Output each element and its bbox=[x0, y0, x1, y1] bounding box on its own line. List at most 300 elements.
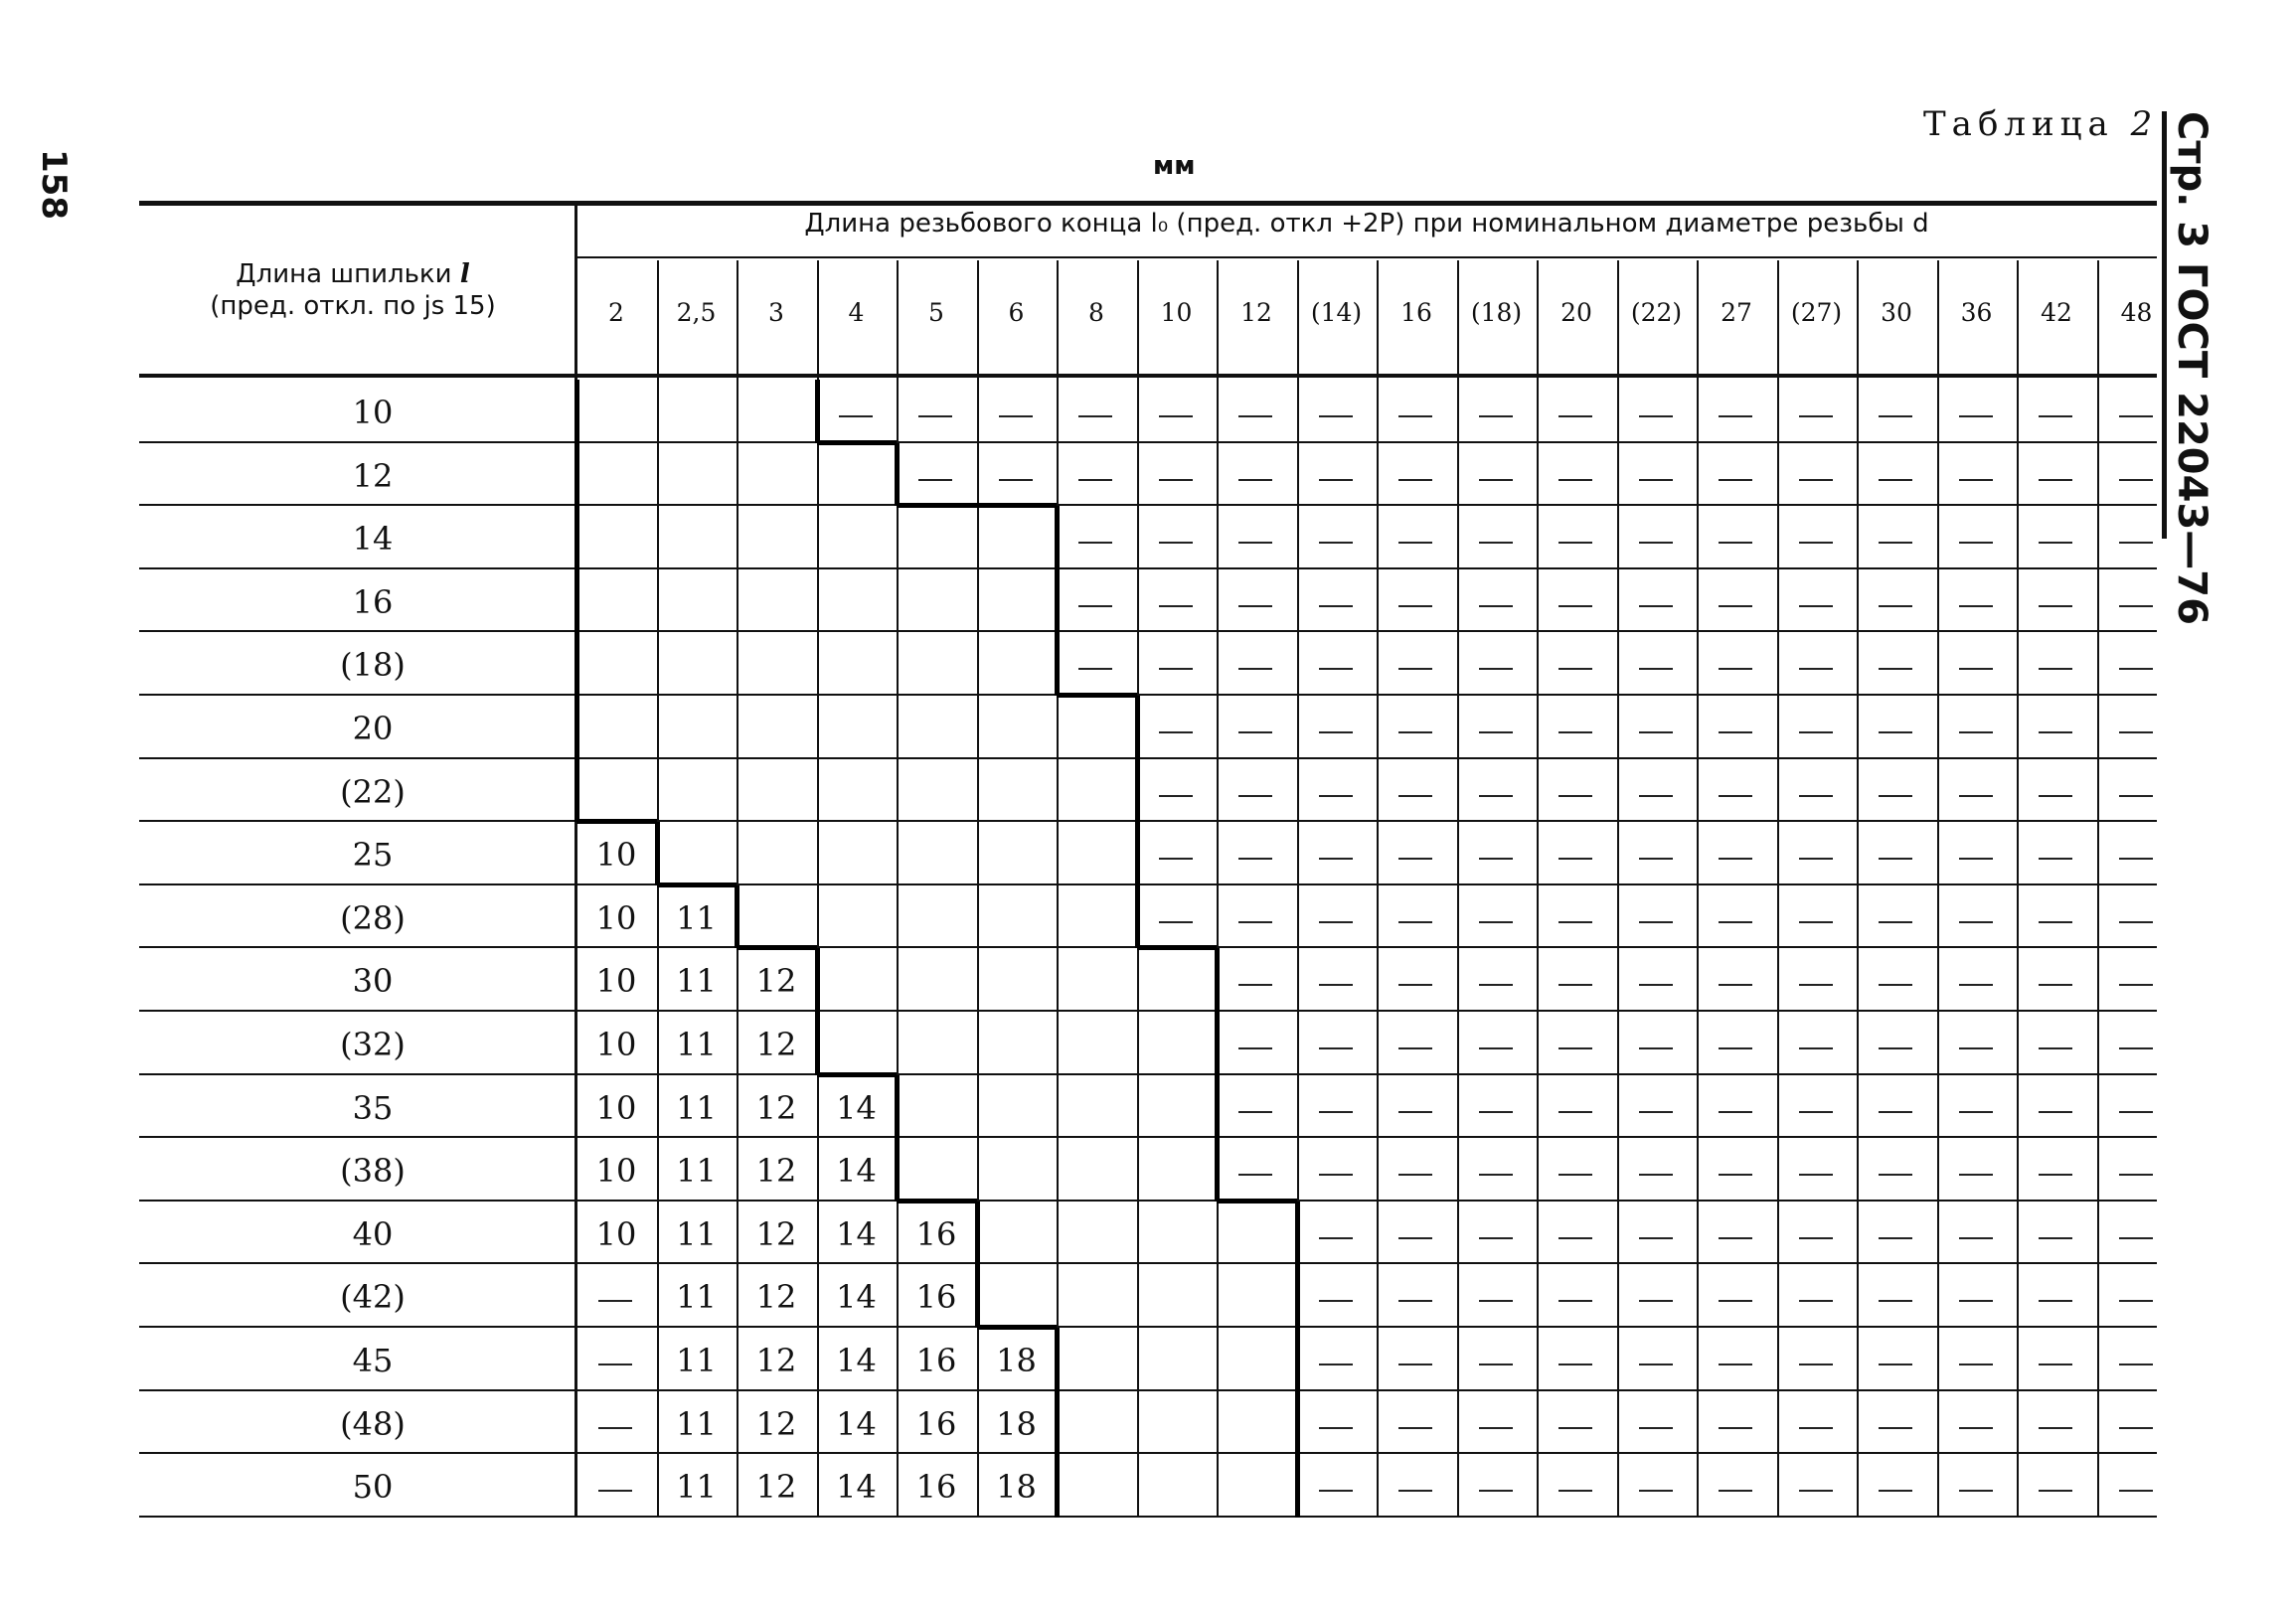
empty-dash bbox=[1558, 1300, 1592, 1302]
empty-dash bbox=[1959, 858, 1993, 860]
diameter-header: 8 bbox=[1088, 298, 1104, 327]
diameter-header: 6 bbox=[1008, 298, 1025, 327]
empty-dash bbox=[1398, 858, 1432, 860]
table-title bbox=[1923, 104, 2158, 144]
empty-dash bbox=[598, 1427, 632, 1429]
diameter-header: 10 bbox=[1160, 298, 1193, 327]
empty-dash bbox=[1639, 415, 1673, 417]
empty-dash bbox=[1398, 731, 1432, 733]
table-top-rule bbox=[139, 201, 2157, 206]
empty-dash bbox=[1398, 668, 1432, 670]
diameter-header: 20 bbox=[1560, 298, 1592, 327]
empty-dash bbox=[2119, 479, 2153, 481]
empty-dash bbox=[1319, 1490, 1353, 1492]
empty-dash bbox=[1558, 731, 1592, 733]
empty-dash bbox=[1398, 1300, 1432, 1302]
empty-dash bbox=[999, 479, 1033, 481]
empty-dash bbox=[1558, 1490, 1592, 1492]
empty-dash bbox=[1719, 731, 1752, 733]
empty-dash bbox=[1959, 668, 1993, 670]
empty-dash bbox=[1799, 1111, 1833, 1113]
empty-dash bbox=[2039, 1237, 2072, 1239]
empty-dash bbox=[1558, 668, 1592, 670]
empty-dash bbox=[2039, 479, 2072, 481]
units-label: мм bbox=[1153, 151, 1196, 181]
diameter-header: (14) bbox=[1310, 298, 1363, 327]
empty-dash bbox=[2119, 795, 2153, 797]
empty-dash bbox=[2039, 1174, 2072, 1176]
empty-dash bbox=[1238, 415, 1272, 417]
empty-dash bbox=[1719, 1364, 1752, 1365]
row-length-label: (32) bbox=[340, 1026, 406, 1063]
empty-dash bbox=[1879, 795, 1912, 797]
table-header-bottom-rule bbox=[139, 374, 2157, 378]
empty-dash bbox=[2039, 542, 2072, 544]
empty-dash bbox=[1558, 1427, 1592, 1429]
value-cell: 12 bbox=[755, 1026, 797, 1063]
empty-dash bbox=[1479, 1300, 1513, 1302]
row-length-label: 16 bbox=[352, 582, 394, 621]
empty-dash bbox=[1879, 1427, 1912, 1429]
row-rule bbox=[139, 1262, 2157, 1264]
row-length-label: (28) bbox=[340, 898, 406, 937]
empty-dash bbox=[1639, 858, 1673, 860]
boundary-line bbox=[977, 1325, 1058, 1330]
empty-dash bbox=[1799, 731, 1833, 733]
table-title-word: Таблица bbox=[1923, 104, 2114, 144]
column-divider bbox=[2017, 260, 2019, 1518]
row-length-label: (38) bbox=[340, 1152, 406, 1191]
empty-dash bbox=[918, 479, 952, 481]
empty-dash bbox=[1959, 1427, 1993, 1429]
empty-dash bbox=[1959, 542, 1993, 544]
empty-dash bbox=[2119, 1490, 2153, 1492]
value-cell: 11 bbox=[676, 1214, 717, 1253]
empty-dash bbox=[1639, 1237, 1673, 1239]
empty-dash bbox=[1319, 1300, 1353, 1302]
boundary-line bbox=[897, 503, 1057, 508]
empty-dash bbox=[1639, 1364, 1673, 1365]
empty-dash bbox=[1959, 1364, 1993, 1365]
empty-dash bbox=[1799, 858, 1833, 860]
empty-dash bbox=[1398, 1111, 1432, 1113]
empty-dash bbox=[1479, 668, 1513, 670]
empty-dash bbox=[1159, 479, 1193, 481]
empty-dash bbox=[2039, 1300, 2072, 1302]
boundary-line bbox=[735, 885, 739, 949]
empty-dash bbox=[1238, 1111, 1272, 1113]
empty-dash bbox=[1558, 1237, 1592, 1239]
empty-dash bbox=[1479, 415, 1513, 417]
empty-dash bbox=[1479, 1237, 1513, 1239]
value-cell: 14 bbox=[836, 1152, 877, 1191]
empty-dash bbox=[1319, 542, 1353, 544]
empty-dash bbox=[1639, 605, 1673, 607]
empty-dash bbox=[1558, 415, 1592, 417]
diameter-header: (27) bbox=[1790, 298, 1843, 327]
empty-dash bbox=[1319, 795, 1353, 797]
empty-dash bbox=[2039, 605, 2072, 607]
value-cell: 11 bbox=[676, 1026, 717, 1063]
empty-dash bbox=[1879, 415, 1912, 417]
empty-dash bbox=[1719, 1174, 1752, 1176]
value-cell: 10 bbox=[595, 962, 637, 1001]
value-cell: 12 bbox=[755, 1088, 797, 1127]
empty-dash bbox=[1398, 415, 1432, 417]
boundary-line bbox=[817, 1072, 898, 1077]
empty-dash bbox=[2039, 668, 2072, 670]
empty-dash bbox=[1398, 921, 1432, 923]
empty-dash bbox=[1319, 921, 1353, 923]
row-rule bbox=[139, 1010, 2157, 1012]
empty-dash bbox=[2039, 1364, 2072, 1365]
empty-dash bbox=[1159, 668, 1193, 670]
empty-dash bbox=[1719, 605, 1752, 607]
diameter-header: 27 bbox=[1721, 298, 1752, 327]
row-length-label: (42) bbox=[340, 1278, 406, 1317]
empty-dash bbox=[1799, 668, 1833, 670]
empty-dash bbox=[1959, 1300, 1993, 1302]
empty-dash bbox=[1799, 1490, 1833, 1492]
empty-dash bbox=[1078, 479, 1112, 481]
diameter-header: (18) bbox=[1470, 298, 1523, 327]
empty-dash bbox=[1319, 1237, 1353, 1239]
empty-dash bbox=[1159, 921, 1193, 923]
empty-dash bbox=[1238, 1047, 1272, 1049]
empty-dash bbox=[1159, 415, 1193, 417]
empty-dash bbox=[1159, 795, 1193, 797]
empty-dash bbox=[1238, 605, 1272, 607]
empty-dash bbox=[1319, 1364, 1353, 1365]
empty-dash bbox=[1558, 1047, 1592, 1049]
empty-dash bbox=[1639, 668, 1673, 670]
empty-dash bbox=[1398, 984, 1432, 986]
column-divider bbox=[1457, 260, 1459, 1518]
row-rule bbox=[139, 1452, 2157, 1454]
row-length-label: (22) bbox=[340, 772, 406, 811]
empty-dash bbox=[1879, 1174, 1912, 1176]
empty-dash bbox=[1398, 1237, 1432, 1239]
row-length-label: 45 bbox=[352, 1342, 394, 1379]
empty-dash bbox=[1879, 1237, 1912, 1239]
column-divider bbox=[1617, 260, 1619, 1518]
empty-dash bbox=[1879, 731, 1912, 733]
empty-dash bbox=[1959, 1047, 1993, 1049]
row-rule bbox=[139, 694, 2157, 696]
empty-dash bbox=[1639, 1047, 1673, 1049]
empty-dash bbox=[1719, 795, 1752, 797]
empty-dash bbox=[1719, 479, 1752, 481]
empty-dash bbox=[1558, 605, 1592, 607]
diameter-header: 4 bbox=[848, 298, 865, 327]
empty-dash bbox=[1398, 795, 1432, 797]
column-divider bbox=[2097, 260, 2099, 1518]
value-cell: 12 bbox=[755, 1468, 797, 1507]
row-rule bbox=[139, 1073, 2157, 1075]
side-header-text: Стр. 3 ГОСТ 22043—76 bbox=[2169, 111, 2214, 625]
column-divider bbox=[657, 260, 659, 1518]
value-cell: 16 bbox=[915, 1278, 957, 1317]
boundary-line bbox=[655, 822, 660, 885]
empty-dash bbox=[1078, 668, 1112, 670]
value-cell: 10 bbox=[595, 836, 637, 875]
empty-dash bbox=[1799, 605, 1833, 607]
empty-dash bbox=[1879, 542, 1912, 544]
diameter-header: 2,5 bbox=[676, 298, 717, 327]
boundary-line bbox=[657, 883, 738, 887]
row-rule bbox=[139, 757, 2157, 759]
span-header-rule bbox=[576, 256, 2157, 258]
empty-dash bbox=[1238, 479, 1272, 481]
diameter-header: 16 bbox=[1400, 298, 1432, 327]
empty-dash bbox=[1879, 1047, 1912, 1049]
empty-dash bbox=[1479, 984, 1513, 986]
value-cell: 16 bbox=[915, 1404, 957, 1443]
empty-dash bbox=[1719, 668, 1752, 670]
empty-dash bbox=[1719, 984, 1752, 986]
boundary-line bbox=[897, 1199, 977, 1204]
table-title-number: 2 bbox=[2130, 104, 2159, 144]
empty-dash bbox=[1959, 984, 1993, 986]
empty-dash bbox=[2039, 731, 2072, 733]
value-cell: 10 bbox=[595, 1088, 637, 1127]
boundary-line bbox=[975, 1202, 980, 1328]
diameter-header: 5 bbox=[928, 298, 944, 327]
empty-dash bbox=[2119, 542, 2153, 544]
empty-dash bbox=[2119, 1300, 2153, 1302]
span-header: Длина резьбового конца l₀ (пред. откл +2P) при номинальном диаметре резьбы d bbox=[804, 209, 1929, 239]
empty-dash bbox=[1639, 921, 1673, 923]
empty-dash bbox=[1479, 1111, 1513, 1113]
empty-dash bbox=[1159, 605, 1193, 607]
value-cell: 14 bbox=[836, 1342, 877, 1379]
value-cell: 12 bbox=[755, 962, 797, 1001]
value-cell: 12 bbox=[755, 1342, 797, 1379]
empty-dash bbox=[2119, 1047, 2153, 1049]
value-cell: 18 bbox=[996, 1404, 1037, 1443]
empty-dash bbox=[2119, 1427, 2153, 1429]
empty-dash bbox=[1879, 1111, 1912, 1113]
empty-dash bbox=[1319, 1047, 1353, 1049]
value-cell: 16 bbox=[915, 1214, 957, 1253]
empty-dash bbox=[1159, 542, 1193, 544]
value-cell: 10 bbox=[595, 898, 637, 937]
empty-dash bbox=[839, 415, 873, 417]
value-cell: 10 bbox=[595, 1152, 637, 1191]
page-number: 158 bbox=[34, 149, 74, 220]
row-header-variable: l bbox=[459, 259, 470, 289]
empty-dash bbox=[1398, 1047, 1432, 1049]
empty-dash bbox=[1558, 795, 1592, 797]
boundary-line bbox=[815, 948, 820, 1074]
empty-dash bbox=[1078, 605, 1112, 607]
empty-dash bbox=[2039, 858, 2072, 860]
row-rule bbox=[139, 1389, 2157, 1391]
empty-dash bbox=[2039, 1490, 2072, 1492]
empty-dash bbox=[1639, 984, 1673, 986]
empty-dash bbox=[1799, 1364, 1833, 1365]
value-cell: 12 bbox=[755, 1278, 797, 1317]
value-cell: 14 bbox=[836, 1214, 877, 1253]
row-rule bbox=[139, 1136, 2157, 1138]
empty-dash bbox=[1398, 605, 1432, 607]
boundary-line bbox=[1215, 948, 1220, 1201]
row-rule bbox=[139, 441, 2157, 443]
empty-dash bbox=[1719, 921, 1752, 923]
empty-dash bbox=[1879, 858, 1912, 860]
empty-dash bbox=[1319, 984, 1353, 986]
empty-dash bbox=[1159, 858, 1193, 860]
empty-dash bbox=[1078, 415, 1112, 417]
empty-dash bbox=[1799, 1237, 1833, 1239]
row-rule bbox=[139, 504, 2157, 506]
row-rule bbox=[139, 820, 2157, 822]
empty-dash bbox=[1479, 1364, 1513, 1365]
empty-dash bbox=[2119, 1364, 2153, 1365]
empty-dash bbox=[1319, 479, 1353, 481]
column-divider bbox=[1697, 260, 1699, 1518]
boundary-line bbox=[1137, 945, 1218, 950]
row-header-line2: (пред. откл. по js 15) bbox=[210, 291, 496, 321]
value-cell: 11 bbox=[676, 1152, 717, 1191]
empty-dash bbox=[2039, 1111, 2072, 1113]
empty-dash bbox=[1799, 1427, 1833, 1429]
empty-dash bbox=[1238, 795, 1272, 797]
column-divider bbox=[1777, 260, 1779, 1518]
empty-dash bbox=[1719, 1237, 1752, 1239]
row-length-label: 30 bbox=[352, 962, 394, 1001]
empty-dash bbox=[1558, 921, 1592, 923]
row-rule bbox=[139, 883, 2157, 885]
boundary-line bbox=[1055, 1328, 1060, 1518]
value-cell: 11 bbox=[676, 1342, 717, 1379]
empty-dash bbox=[1959, 1111, 1993, 1113]
empty-dash bbox=[1479, 858, 1513, 860]
empty-dash bbox=[1639, 542, 1673, 544]
empty-dash bbox=[1639, 1174, 1673, 1176]
empty-dash bbox=[1719, 858, 1752, 860]
empty-dash bbox=[2039, 984, 2072, 986]
diameter-header: 48 bbox=[2120, 298, 2153, 327]
empty-dash bbox=[2119, 1174, 2153, 1176]
value-cell: 11 bbox=[676, 1088, 717, 1127]
empty-dash bbox=[1879, 921, 1912, 923]
empty-dash bbox=[1319, 668, 1353, 670]
boundary-line bbox=[895, 443, 900, 507]
empty-dash bbox=[1719, 1047, 1752, 1049]
empty-dash bbox=[1639, 1300, 1673, 1302]
row-rule bbox=[139, 567, 2157, 569]
row-header bbox=[149, 258, 557, 322]
empty-dash bbox=[1479, 731, 1513, 733]
row-header-line1: Длина шпильки bbox=[236, 259, 452, 289]
empty-dash bbox=[2119, 731, 2153, 733]
empty-dash bbox=[918, 415, 952, 417]
empty-dash bbox=[1398, 542, 1432, 544]
empty-dash bbox=[1799, 479, 1833, 481]
empty-dash bbox=[1479, 605, 1513, 607]
empty-dash bbox=[1799, 1300, 1833, 1302]
empty-dash bbox=[1719, 1300, 1752, 1302]
empty-dash bbox=[1719, 415, 1752, 417]
empty-dash bbox=[1879, 1364, 1912, 1365]
value-cell: 16 bbox=[915, 1468, 957, 1507]
boundary-line bbox=[815, 380, 820, 443]
empty-dash bbox=[1479, 795, 1513, 797]
boundary-line bbox=[1217, 1199, 1297, 1204]
row-length-label: 10 bbox=[352, 394, 394, 431]
empty-dash bbox=[1959, 1237, 1993, 1239]
empty-dash bbox=[1479, 921, 1513, 923]
empty-dash bbox=[1879, 984, 1912, 986]
value-cell: 14 bbox=[836, 1404, 877, 1443]
empty-dash bbox=[1959, 479, 1993, 481]
empty-dash bbox=[1639, 731, 1673, 733]
diameter-header: 30 bbox=[1881, 298, 1912, 327]
empty-dash bbox=[1959, 415, 1993, 417]
empty-dash bbox=[1319, 1174, 1353, 1176]
empty-dash bbox=[1479, 1490, 1513, 1492]
empty-dash bbox=[1558, 542, 1592, 544]
value-cell: 11 bbox=[676, 898, 717, 937]
value-cell: 11 bbox=[676, 962, 717, 1001]
empty-dash bbox=[1238, 731, 1272, 733]
empty-dash bbox=[1319, 858, 1353, 860]
row-length-label: 12 bbox=[352, 456, 394, 495]
row-length-label: 50 bbox=[352, 1468, 394, 1507]
empty-dash bbox=[1479, 1047, 1513, 1049]
empty-dash bbox=[1959, 795, 1993, 797]
value-cell: 10 bbox=[595, 1026, 637, 1063]
empty-dash bbox=[1879, 1300, 1912, 1302]
empty-dash bbox=[1398, 1364, 1432, 1365]
value-cell: 18 bbox=[996, 1342, 1037, 1379]
value-cell: 14 bbox=[836, 1088, 877, 1127]
diameter-header: 36 bbox=[1960, 298, 1993, 327]
diameter-header: 12 bbox=[1240, 298, 1272, 327]
empty-dash bbox=[1319, 1427, 1353, 1429]
empty-dash bbox=[1238, 984, 1272, 986]
row-length-label: (48) bbox=[340, 1404, 406, 1443]
empty-dash bbox=[1639, 1427, 1673, 1429]
diameter-header: 42 bbox=[2041, 298, 2072, 327]
empty-dash bbox=[1398, 479, 1432, 481]
empty-dash bbox=[1799, 921, 1833, 923]
boundary-line bbox=[895, 1075, 900, 1202]
value-cell: 11 bbox=[676, 1468, 717, 1507]
boundary-line bbox=[1055, 506, 1060, 696]
empty-dash bbox=[1238, 542, 1272, 544]
value-cell: 14 bbox=[836, 1468, 877, 1507]
empty-dash bbox=[1799, 795, 1833, 797]
empty-dash bbox=[1238, 668, 1272, 670]
empty-dash bbox=[598, 1364, 632, 1365]
empty-dash bbox=[1799, 542, 1833, 544]
row-rule bbox=[139, 1200, 2157, 1202]
value-cell: 18 bbox=[996, 1468, 1037, 1507]
empty-dash bbox=[2039, 921, 2072, 923]
empty-dash bbox=[1719, 1427, 1752, 1429]
row-length-label: 14 bbox=[352, 520, 394, 559]
empty-dash bbox=[1479, 1427, 1513, 1429]
row-rule bbox=[139, 1516, 2157, 1518]
empty-dash bbox=[2039, 1427, 2072, 1429]
empty-dash bbox=[1719, 1490, 1752, 1492]
empty-dash bbox=[1879, 1490, 1912, 1492]
empty-dash bbox=[1799, 415, 1833, 417]
boundary-line bbox=[817, 440, 898, 445]
empty-dash bbox=[1558, 479, 1592, 481]
